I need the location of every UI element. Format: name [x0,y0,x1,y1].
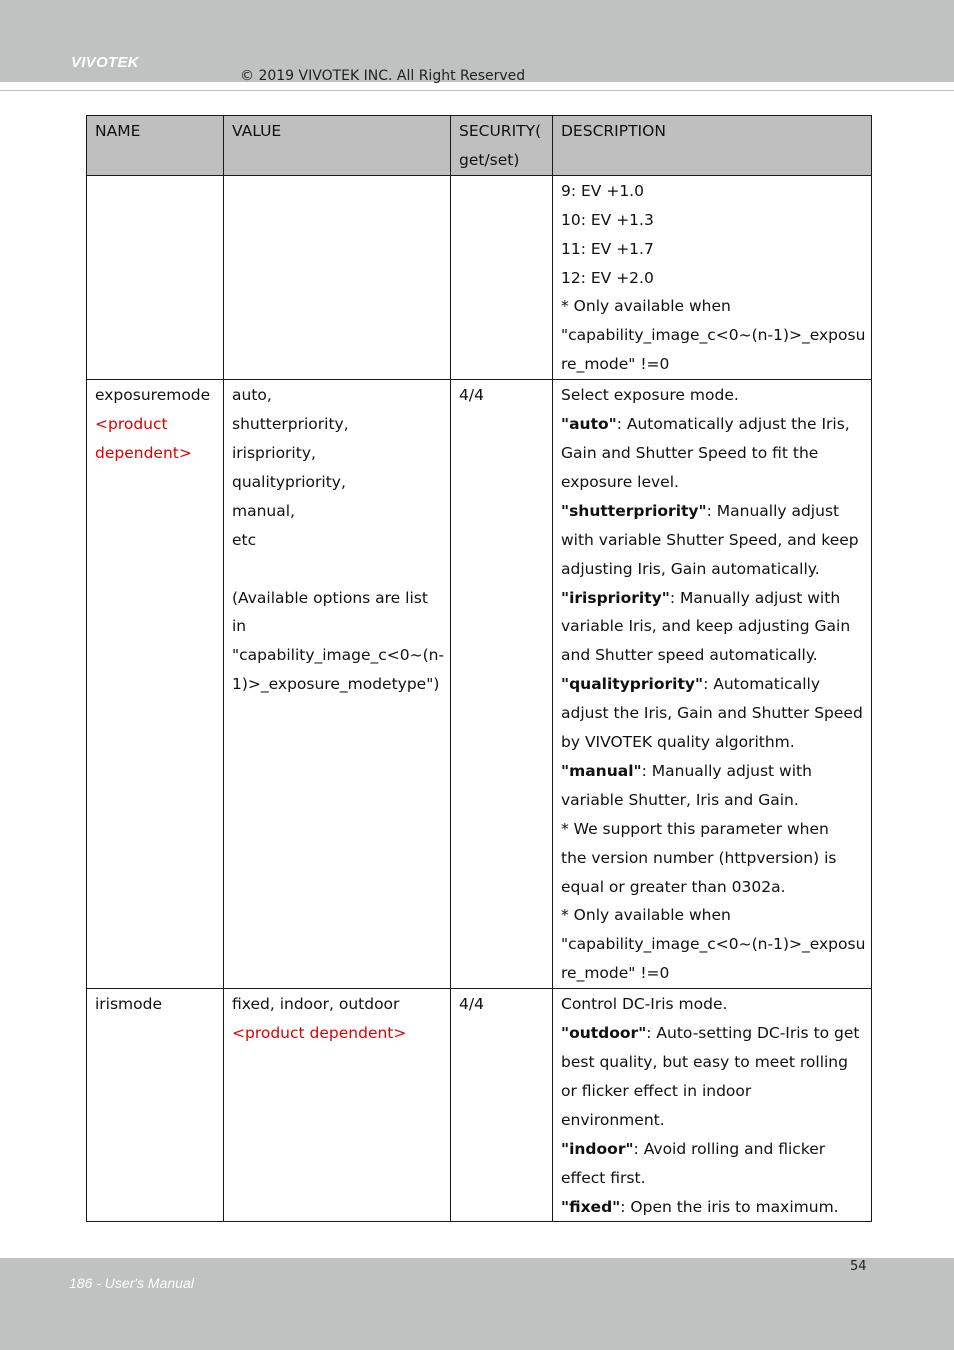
copyright-text: © 2019 VIVOTEK INC. All Right Reserved [240,68,526,84]
value-cell: auto, shutterpriority, irispriority, qualitypriority, manual, etc (Available options are list in "capability_image_c<0~(n- 1)>_exposure_modetype") [224,380,451,989]
name-cell [87,989,224,1222]
security-cell: 4/4 [451,380,553,989]
column-header-name: NAME [87,116,224,176]
header-band [0,0,954,82]
column-header-description: DESCRIPTION [553,116,872,176]
table-row [87,175,872,379]
name-cell [87,380,224,989]
security-cell [451,175,553,379]
value-cell [224,175,451,379]
product-dependent-note: dependent> [95,443,192,462]
footer-band [0,1258,954,1350]
product-dependent-note: <product [95,415,168,434]
product-dependent-note: <product dependent> [232,1024,407,1043]
column-header-value: VALUE [224,116,451,176]
brand-logo: VIVOTEK [71,54,139,71]
param-name: exposuremode [95,386,211,405]
name-cell [87,175,224,379]
header-divider [0,90,954,91]
parameter-table [86,115,872,1222]
column-header-security: SECURITY( get/set) [451,116,553,176]
manual-page-label: 186 - User's Manual [69,1275,194,1291]
description-cell: Select exposure mode. "auto": Automatically adjust the Iris, Gain and Shutter Speed to fit the exposure level. "shutterpriority": Manually adjust with variable Shutter Speed, and keep adjusting Iris, Gain automatically. "irispriority": Manually adjust with variable Iris, and keep adjusting Gain and Shutter speed automatically. "qualitypriority": Automatically adjust the Iris, Gain and Shutter Speed by VIVOTEK quality algorithm. "manual": Manually adjust with variable Shutter, Iris and Gain. * We support this parameter when the version number (httpversion) is equal or greater than 0302a. * Only available when "capability_image_c<0~(n-1)>_exposu re_mode" !=0 [553,380,872,989]
value-cell: fixed, indoor, outdoor <product dependent> [224,989,451,1222]
param-name: irismode [95,995,163,1014]
table-header-row [87,116,872,176]
security-cell: 4/4 [451,989,553,1222]
table-row [87,380,872,989]
table-row [87,989,872,1222]
description-cell: 9: EV +1.0 10: EV +1.3 11: EV +1.7 12: EV +2.0 * Only available when "capability_image_c<0~(n-1)>_exposu re_mode" !=0 [553,175,872,379]
page-number: 54 [850,1259,867,1274]
description-cell: Control DC-Iris mode. "outdoor": Auto-setting DC-Iris to get best quality, but easy to meet rolling or flicker effect in indoor environment. "indoor": Avoid rolling and flicker effect first. "fixed": Open the iris to maximum. [553,989,872,1222]
